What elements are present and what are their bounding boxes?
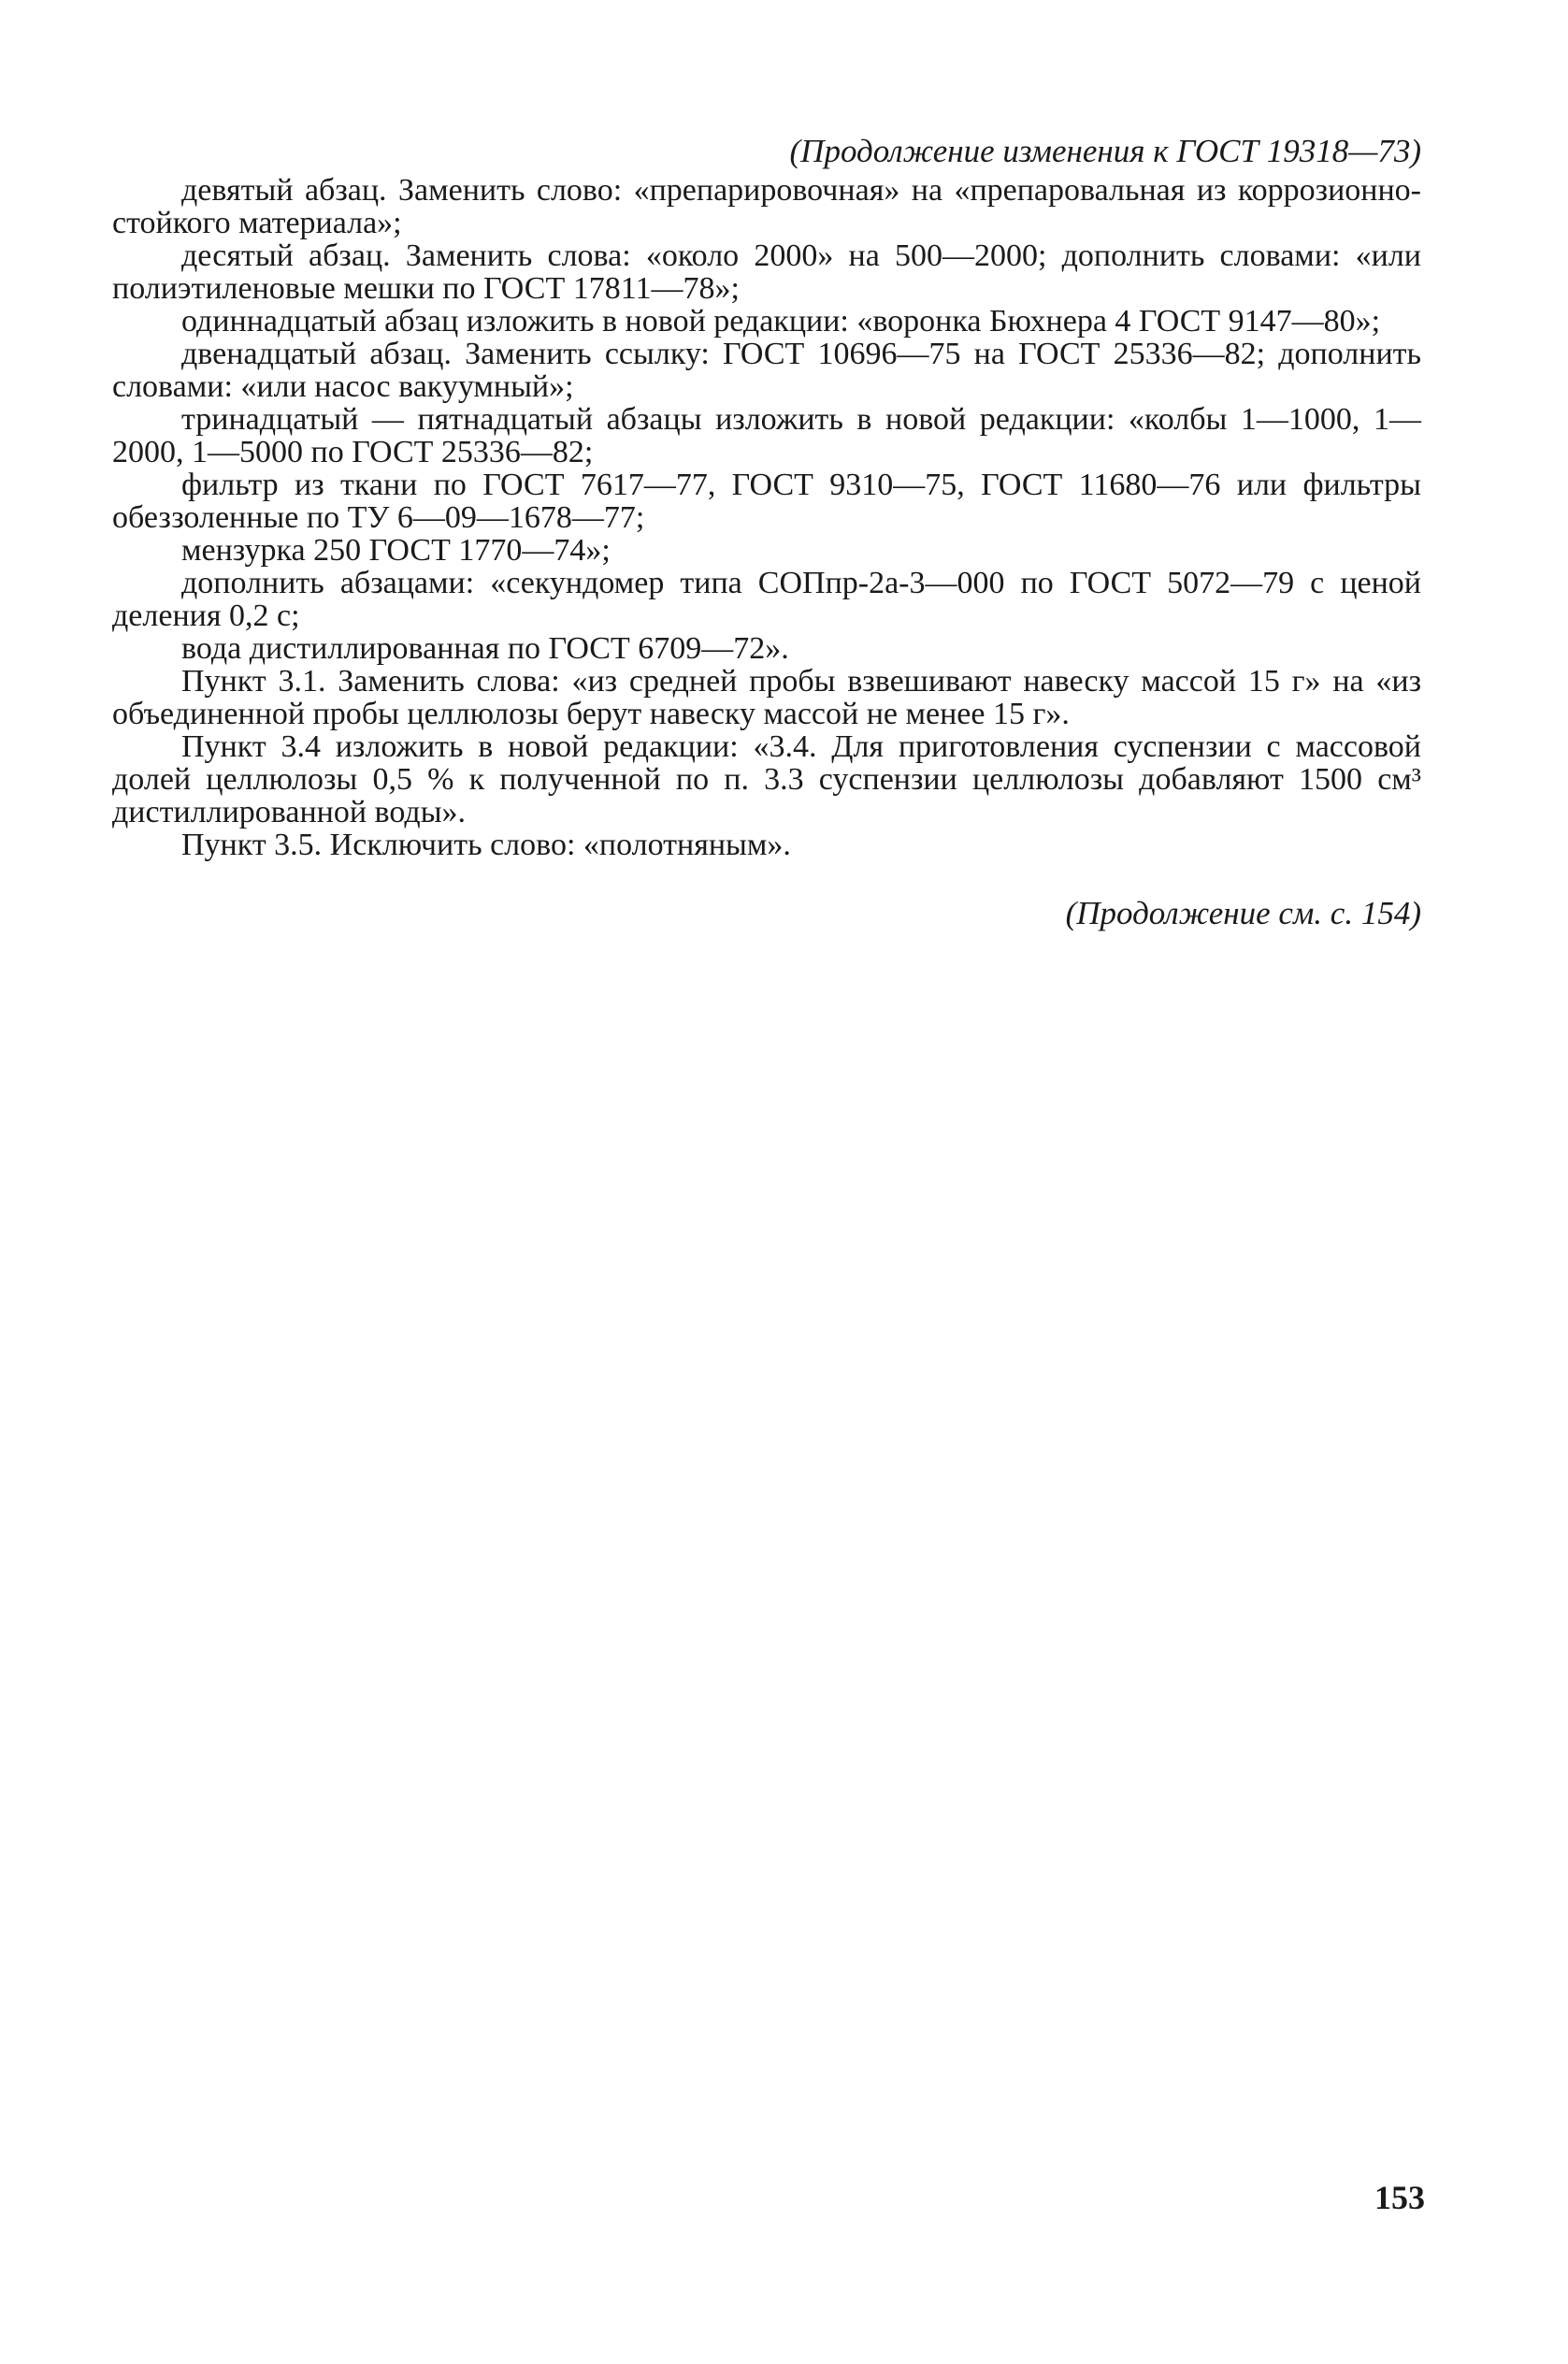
amendment-text (112, 174, 1421, 861)
paragraph: дополнить абзацами: «секундомер типа СОПпр-2а-3—000 по ГОСТ 5072—79 с ценой деления 0,2 с; (112, 566, 1421, 633)
paragraph: одиннадцатый абзац изложить в новой редакции: «воронка Бюхнера 4 ГОСТ 9147—80»; (181, 304, 1381, 339)
page-number: 153 (1374, 2179, 1425, 2216)
continuation-footer: (Продолжение см. с. 154) (1065, 895, 1421, 931)
paragraph: десятый абзац. Заменить слова: «около 2000» на 500—2000; дополнить словами: «или полиэтиленовые мешки по ГОСТ 17811—78»; (112, 238, 1421, 306)
document-page (112, 131, 1421, 934)
paragraph: Пункт 3.5. Исключить слово: «полотняным». (181, 828, 791, 862)
paragraph: тринадцатый — пятнадцатый абзацы изложить в новой редакции: «колбы 1—1000, 1—2000, 1—5000 по ГОСТ 25336—82; (112, 402, 1421, 469)
paragraph: Пункт 3.1. Заменить слова: «из средней пробы взвешивают навеску массой 15 г» на «из объединенной пробы целлюлозы берут навеску массой не менее 15 г». (112, 664, 1421, 731)
paragraph: фильтр из ткани по ГОСТ 7617—77, ГОСТ 9310—75, ГОСТ 11680—76 или фильтры обеззоленные по ТУ 6—09—1678—77; (112, 468, 1421, 535)
paragraph: вода дистиллированная по ГОСТ 6709—72». (181, 631, 789, 666)
paragraph: мензурка 250 ГОСТ 1770—74»; (181, 533, 611, 568)
continuation-header: (Продолжение изменения к ГОСТ 19318—73) (789, 133, 1421, 169)
paragraph: девятый абзац. Заменить слово: «препарировочная» на «препаровальная из коррозионно-стойкого материала»; (112, 173, 1421, 240)
paragraph: двенадцатый абзац. Заменить ссылку: ГОСТ 10696—75 на ГОСТ 25336—82; дополнить словами: «или насос вакуумный»; (112, 337, 1421, 404)
paragraph: Пункт 3.4 изложить в новой редакции: «3.4. Для приготовления суспензии с массовой долей целлюлозы 0,5 % к полученной по п. 3.3 суспензии целлюлозы добавляют 1500 см³ дистиллированной воды». (112, 729, 1421, 829)
